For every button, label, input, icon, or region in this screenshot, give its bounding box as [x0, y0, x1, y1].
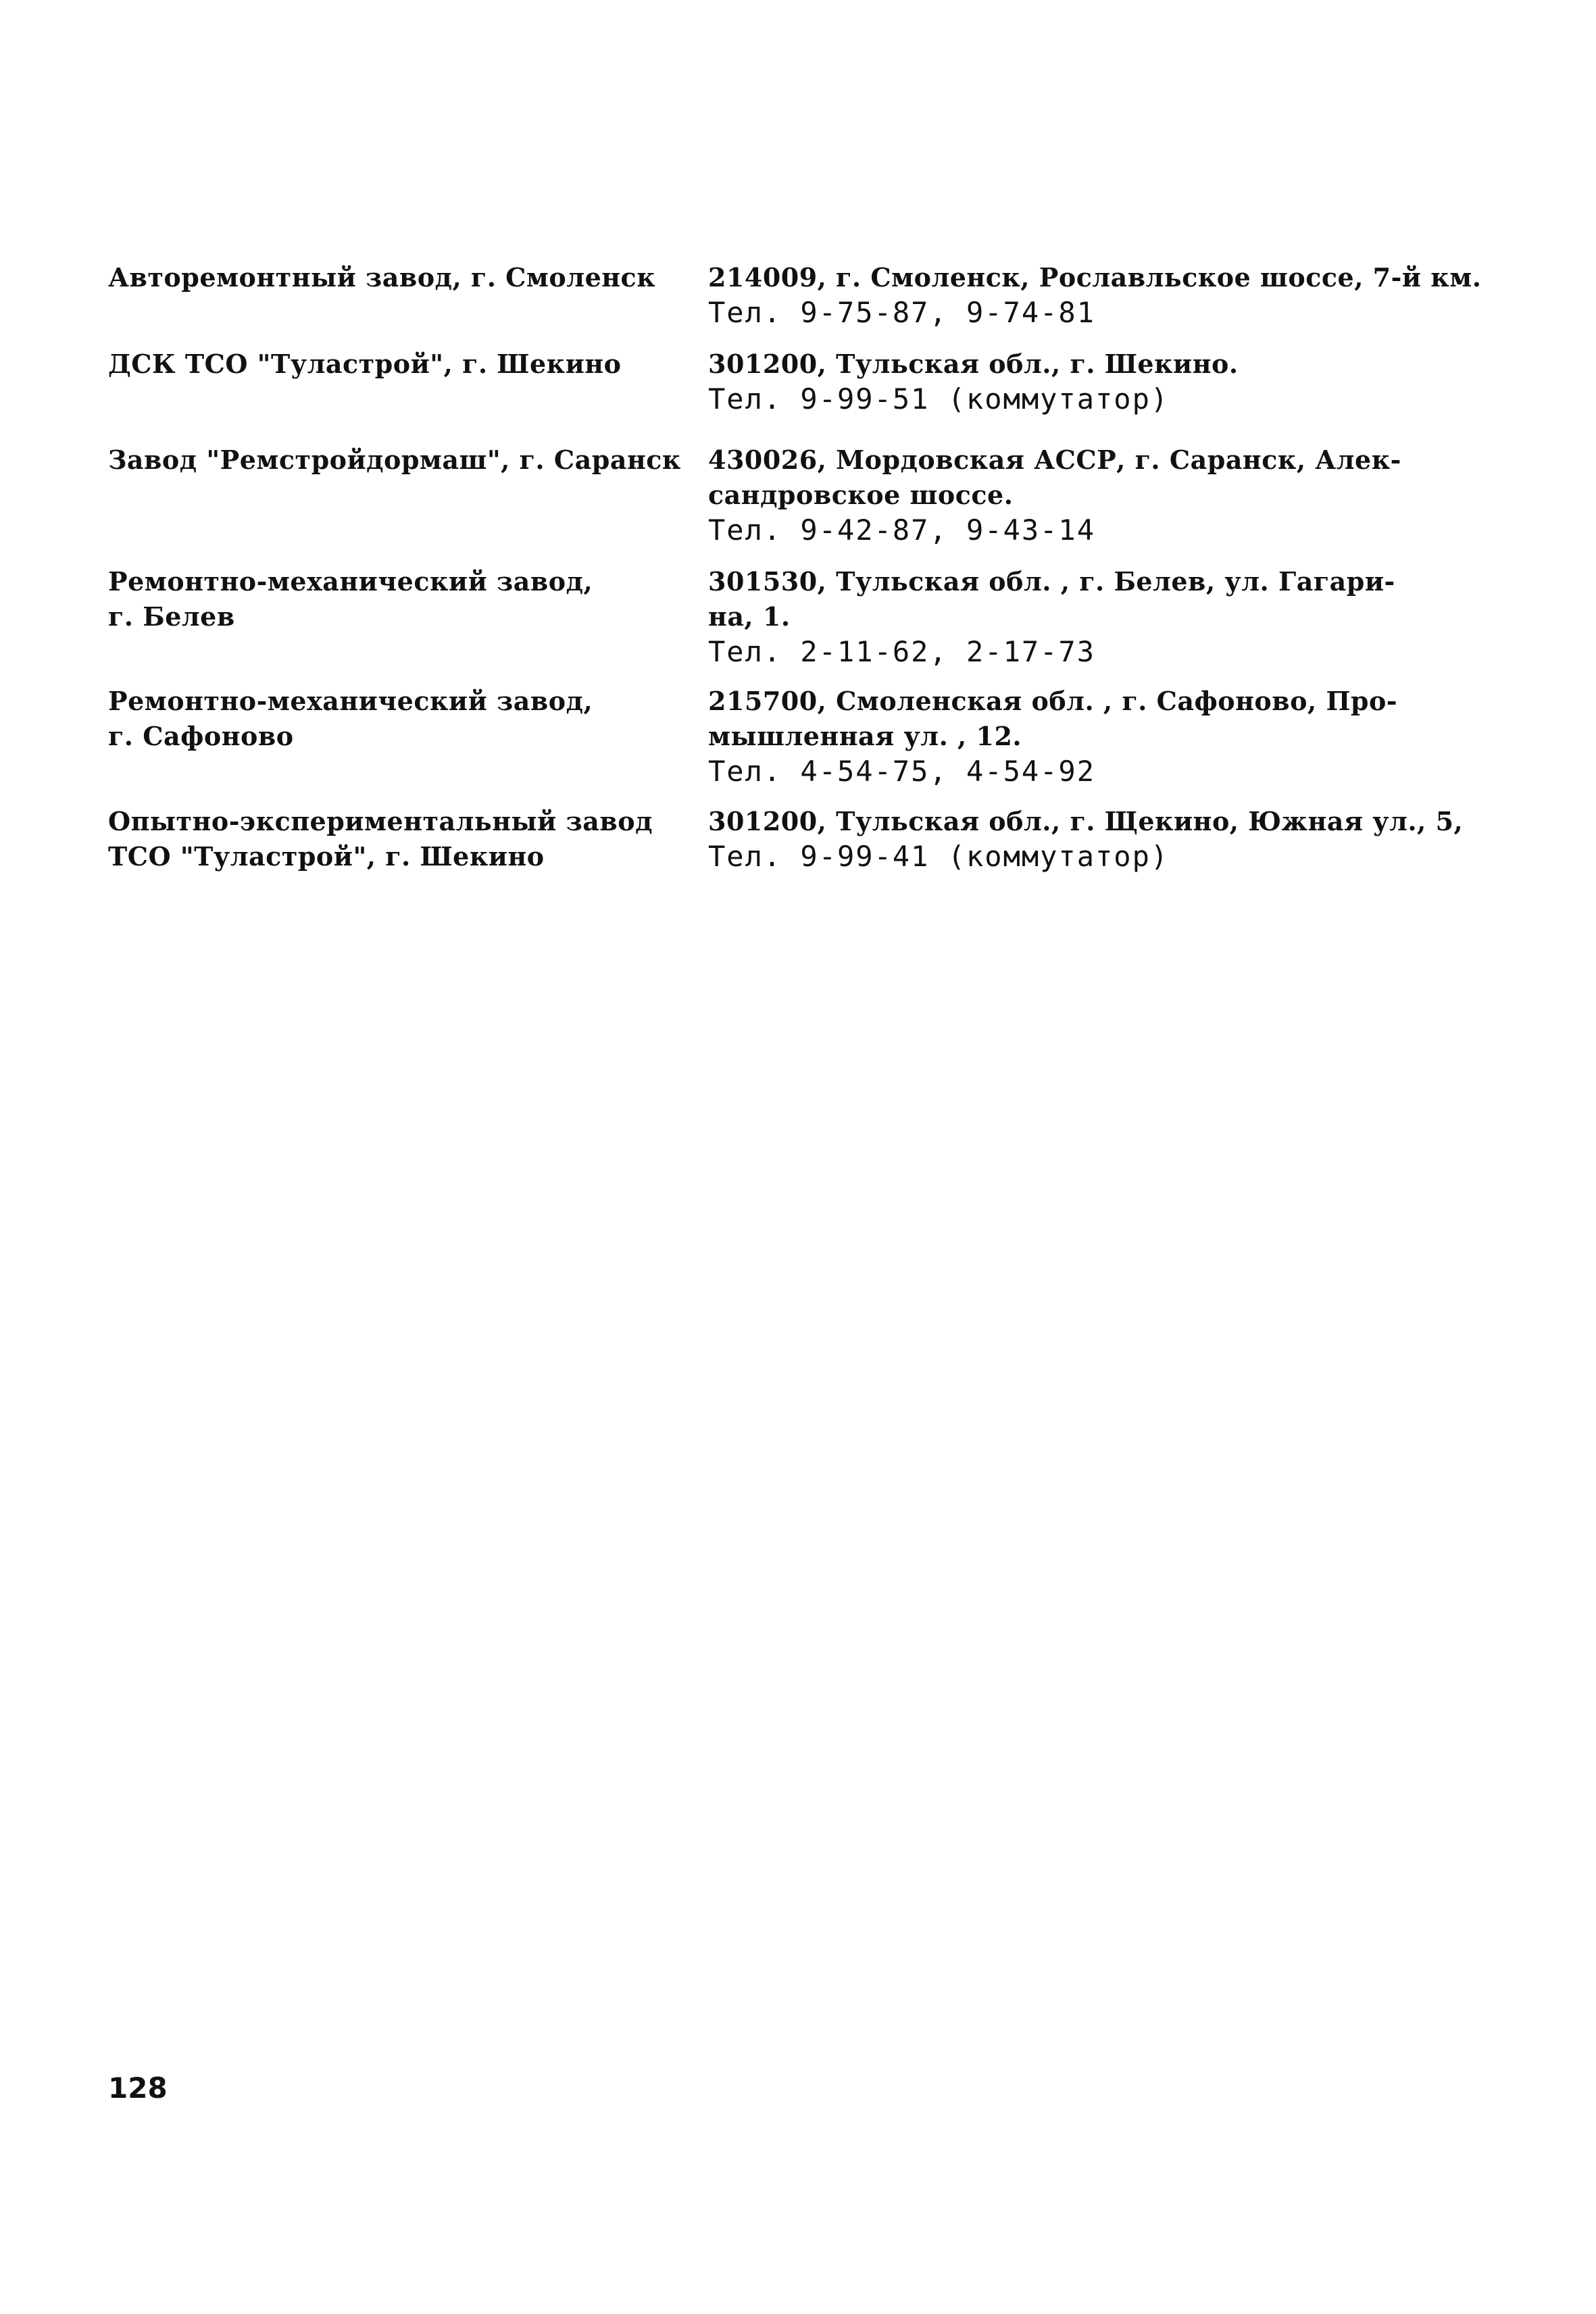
entry-2-address-line-1: 301200, Тульская обл., г. Шекино.: [708, 349, 1239, 379]
entry-4-name: [108, 564, 703, 634]
entry-4-address-line-2: на, 1.: [708, 601, 791, 632]
entry-2-phone: Тел. 9-99-51 (коммутатор): [708, 382, 1170, 416]
entry-2-name-line-1: ДСК ТСО "Туластрой", г. Шекино: [108, 349, 622, 379]
entry-4-address-line-1: 301530, Тульская обл. , г. Белев, ул. Гагари-: [708, 566, 1395, 597]
entry-5-name: [108, 684, 703, 754]
entry-5-address-line-2: мышленная ул. , 12.: [708, 721, 1022, 751]
entry-4-phone: Тел. 2-11-62, 2-17-73: [708, 635, 1096, 668]
page-number: 128: [108, 2071, 168, 2105]
entry-5-phone: Тел. 4-54-75, 4-54-92: [708, 755, 1096, 788]
entry-6-address-line-1: 301200, Тульская обл., г. Щекино, Южная ул., 5,: [708, 806, 1464, 836]
entry-1-name: [108, 260, 703, 295]
entry-3-address: [708, 443, 1505, 548]
entry-5-address: [708, 684, 1505, 789]
entry-3-name-line-1: Завод "Ремстройдормаш", г. Саранск: [108, 445, 681, 475]
entry-6-name-line-2: ТСО "Туластрой", г. Шекино: [108, 841, 545, 872]
entry-6-name: [108, 804, 703, 874]
entry-4-address: [708, 564, 1505, 670]
entry-3-phone: Тел. 9-42-87, 9-43-14: [708, 513, 1096, 547]
entry-1-address-line-1: 214009, г. Смоленск, Рославльское шоссе, 7-й км.: [708, 262, 1482, 293]
entry-4-name-line-1: Ремонтно-механический завод,: [108, 566, 593, 597]
entry-1-address: [708, 260, 1505, 330]
entry-3-address-line-1: 430026, Мордовская АССР, г. Саранск, Алек-: [708, 445, 1401, 475]
entry-4-name-line-2: г. Белев: [108, 601, 235, 632]
entry-2-name: [108, 347, 703, 382]
entry-5-name-line-1: Ремонтно-механический завод,: [108, 686, 593, 716]
entry-3-name: [108, 443, 703, 478]
entry-2-address: [708, 347, 1505, 417]
entry-3-address-line-2: сандровское шоссе.: [708, 480, 1014, 510]
entry-5-name-line-2: г. Сафоново: [108, 721, 294, 751]
entry-1-name-line-1: Авторемонтный завод, г. Смоленск: [108, 262, 656, 293]
entry-1-phone: Тел. 9-75-87, 9-74-81: [708, 296, 1096, 329]
entry-6-address: [708, 804, 1505, 874]
entry-5-address-line-1: 215700, Смоленская обл. , г. Сафоново, Про-: [708, 686, 1398, 716]
entry-6-phone: Тел. 9-99-41 (коммутатор): [708, 840, 1170, 873]
entry-6-name-line-1: Опытно-экспериментальный завод: [108, 806, 653, 836]
